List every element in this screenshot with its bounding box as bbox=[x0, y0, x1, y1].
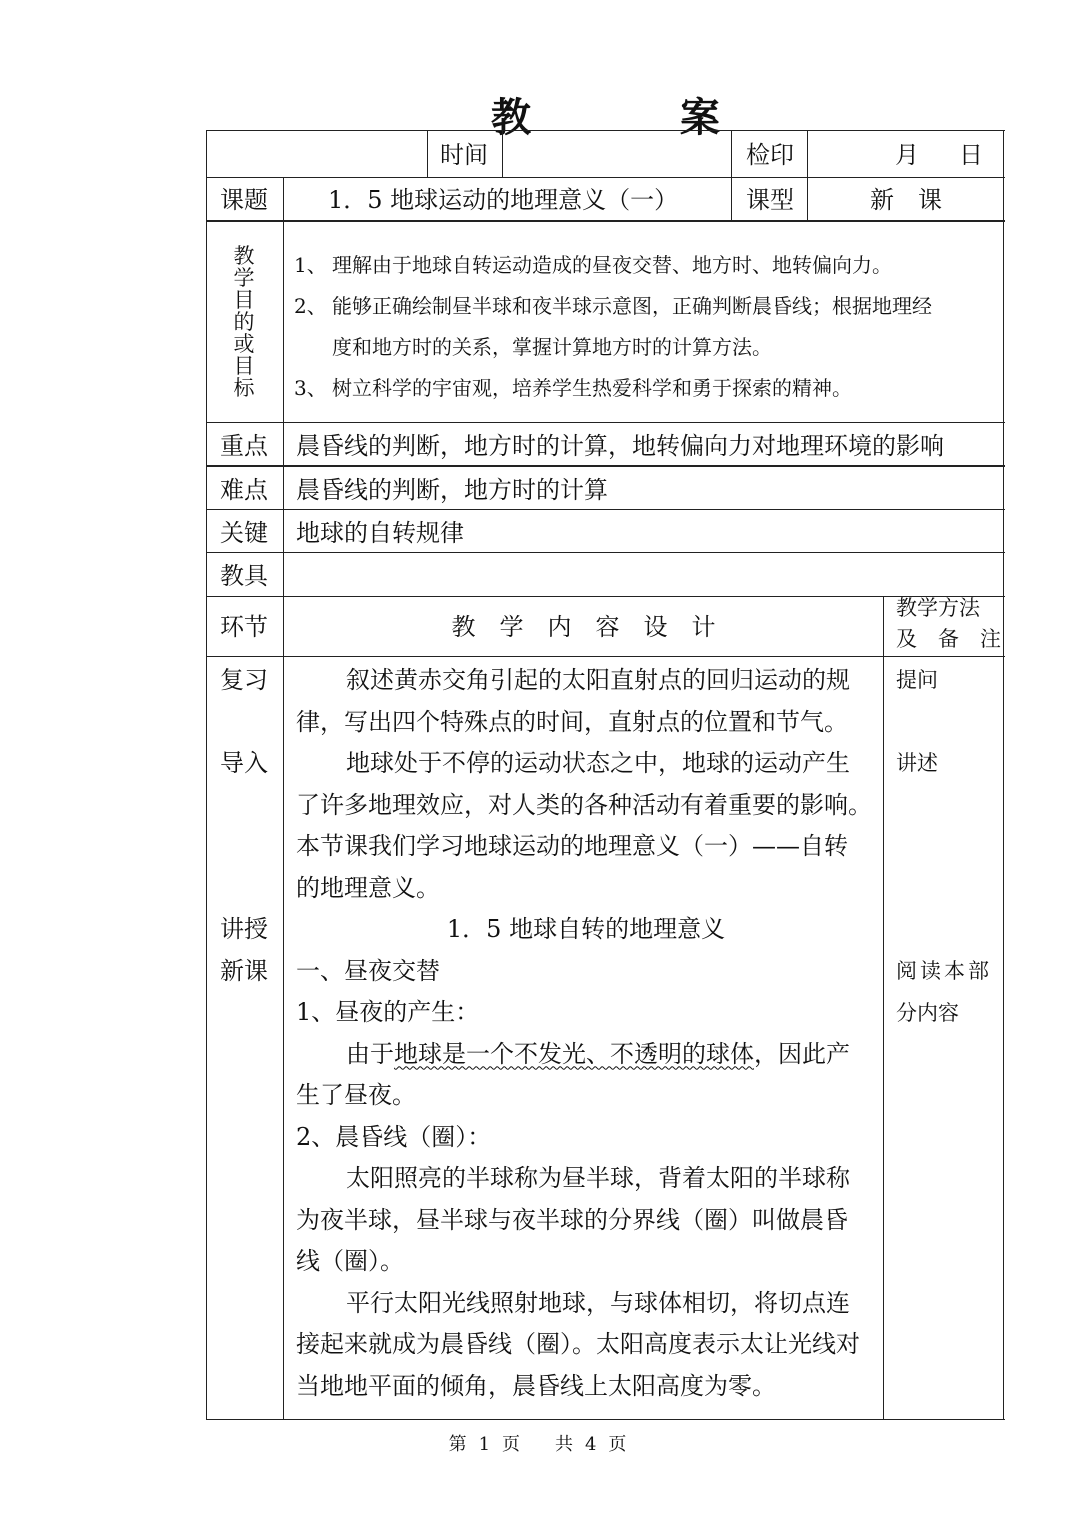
methods-header-line2: 及 备 注 bbox=[896, 627, 1001, 651]
review-paragraph-line2: 律，写出四个特殊点的时间，直射点的位置和节气。 bbox=[296, 707, 848, 736]
terminator-paragraph-line1: 太阳照亮的半球称为昼半球，背着太阳的半球称 bbox=[346, 1164, 850, 1192]
lesson-plan-table: 时间 检印 月 日 课题 1．5 地球运动的地理意义（一） 课型 新 课 教 学 目 的 或 目 标 1、 理解由于地球自转运动造成的昼夜交替、地方时、地转偏向力。 2、 能够正确绘制昼半球和夜半球示意图，正确判断晨昏线；根据地理经 度和地方时的关系，掌握计算地方时的计算方法。 3、 树立科学的宇宙观，培养学生热爱科学和勇于探索的精神。 重点 晨昏线的判断，地方时的计算，地转偏向力对地理环境的影响 难点 晨昏线的判断，地方时的计算 关键 地球的自转规律 教具 环节 教 学 内 容 设 计 教学方法 及 备 注 复习 导入 讲授 新课 叙述黄赤交角引起的太阳直射点的回归运动的规 律，写出四个特殊点的时间，直射点的位置和节气。 地球处于不停的运动状态之中，地球的运动产生 了许多地理效应，对人类的各种活动有着重要的影响。 本节课我们学习地球运动的地理意义（一）——自转 的地理意义。 1．5 地球自转的地理意义 一、昼夜交替 1、昼夜的产生： 由于地球是一个不发光、不透明的球体，因此产 生了昼夜。 2、晨昏线（圈）： 太阳照亮的半球称为昼半球，背着太阳的半球称 为夜半球，昼半球与夜半球的分界线（圈）叫做晨昏 线（圈）。 平行太阳光线照射地球，与球体相切，将切点连 接起来就成为晨昏线（圈）。太阳高度表示太让光线对 当地地平面的倾角，晨昏线上太阳高度为零。 提问 讲述 阅读本部 分内容 bbox=[206, 130, 1005, 1420]
goal-1-number: 1、 bbox=[294, 253, 327, 277]
goal-1-text: 理解由于地球自转运动造成的昼夜交替、地方时、地转偏向力。 bbox=[332, 253, 892, 277]
intro-paragraph-line1: 地球处于不停的运动状态之中，地球的运动产生 bbox=[346, 749, 850, 777]
document-title bbox=[0, 86, 1075, 141]
key-point-value: 晨昏线的判断，地方时的计算，地转偏向力对地理环境的影响 bbox=[296, 432, 944, 460]
total-pages: 4 bbox=[584, 1434, 597, 1455]
stamp-label: 检印 bbox=[746, 141, 794, 169]
review-paragraph-line1: 叙述黄赤交角引起的太阳直射点的回归运动的规 bbox=[346, 666, 850, 694]
day-label: 日 bbox=[959, 141, 983, 169]
time-label: 时间 bbox=[440, 141, 488, 169]
lesson-type-label: 课型 bbox=[746, 186, 794, 214]
tools-label: 教具 bbox=[220, 562, 268, 590]
key-label: 关键 bbox=[220, 519, 268, 547]
note-read-line1: 阅读本部 bbox=[896, 959, 992, 983]
goal-3-number: 3、 bbox=[294, 376, 327, 400]
key-point-label: 重点 bbox=[220, 432, 268, 460]
lesson-content bbox=[296, 660, 876, 1407]
heading-terminator: 2、晨昏线（圈）： bbox=[296, 1122, 492, 1151]
goal-2-number: 2、 bbox=[294, 294, 327, 318]
stage-review: 复习 bbox=[220, 666, 268, 694]
topic-label: 课题 bbox=[220, 186, 268, 214]
sunlight-paragraph-line2: 接起来就成为晨昏线（圈）。太阳高度表示太让光线对 bbox=[296, 1330, 860, 1358]
intro-paragraph-line3: 本节课我们学习地球运动的地理意义（一）——自转 bbox=[296, 832, 848, 860]
sunlight-paragraph-line1: 平行太阳光线照射地球，与球体相切，将切点连 bbox=[346, 1288, 850, 1317]
difficulty-value: 晨昏线的判断，地方时的计算 bbox=[296, 476, 608, 504]
stage-column-header: 环节 bbox=[220, 613, 268, 641]
intro-paragraph-line4: 的地理意义。 bbox=[296, 873, 440, 902]
terminator-paragraph-line2: 为夜半球，昼半球与夜半球的分界线（圈）叫做晨昏 bbox=[296, 1205, 848, 1234]
note-narrate: 讲述 bbox=[896, 751, 938, 775]
methods-header-line1: 教学方法 bbox=[896, 596, 980, 620]
month-label: 月 bbox=[895, 141, 919, 169]
topic-value: 1．5 地球运动的地理意义（一） bbox=[328, 186, 679, 214]
underlined-phrase: 地球是一个不发光、不透明的球体 bbox=[394, 1039, 754, 1068]
goal-2-continued: 度和地方时的关系，掌握计算地方时的计算方法。 bbox=[332, 335, 772, 359]
key-value: 地球的自转规律 bbox=[296, 519, 464, 547]
goal-3-text: 树立科学的宇宙观，培养学生热爱科学和勇于探索的精神。 bbox=[332, 376, 852, 400]
content-column-header: 教 学 内 容 设 计 bbox=[451, 613, 716, 641]
page-number: 1 bbox=[478, 1434, 491, 1455]
title-char-1: 教 bbox=[491, 95, 531, 141]
stage-intro: 导入 bbox=[220, 749, 268, 777]
sunlight-paragraph-line3: 当地地平面的倾角，晨昏线上太阳高度为零。 bbox=[296, 1371, 776, 1400]
terminator-paragraph-line3: 线（圈）。 bbox=[296, 1247, 404, 1275]
title-char-2: 案 bbox=[680, 95, 720, 141]
goal-2-text: 能够正确绘制昼半球和夜半球示意图，正确判断晨昏线；根据地理经 bbox=[332, 294, 932, 318]
origin-paragraph-line1: 由于地球是一个不发光、不透明的球体，因此产 bbox=[346, 1039, 850, 1068]
lesson-type-value: 新 课 bbox=[870, 186, 942, 214]
heading-day-night-origin: 1、昼夜的产生： bbox=[296, 998, 480, 1026]
origin-paragraph-line2: 生了昼夜。 bbox=[296, 1081, 416, 1109]
note-question: 提问 bbox=[896, 668, 938, 692]
stage-teach-line1: 讲授 bbox=[220, 915, 268, 943]
intro-paragraph-line2: 了许多地理效应，对人类的各种活动有着重要的影响。 bbox=[296, 790, 872, 819]
difficulty-label: 难点 bbox=[220, 476, 268, 504]
stage-teach-line2: 新课 bbox=[220, 957, 268, 985]
heading-day-night: 一、昼夜交替 bbox=[296, 956, 440, 985]
note-read-line2: 分内容 bbox=[896, 1001, 959, 1025]
section-title: 1．5 地球自转的地理意义 bbox=[446, 915, 726, 943]
page-footer: 第 1 页 共 4 页 bbox=[448, 1434, 627, 1455]
